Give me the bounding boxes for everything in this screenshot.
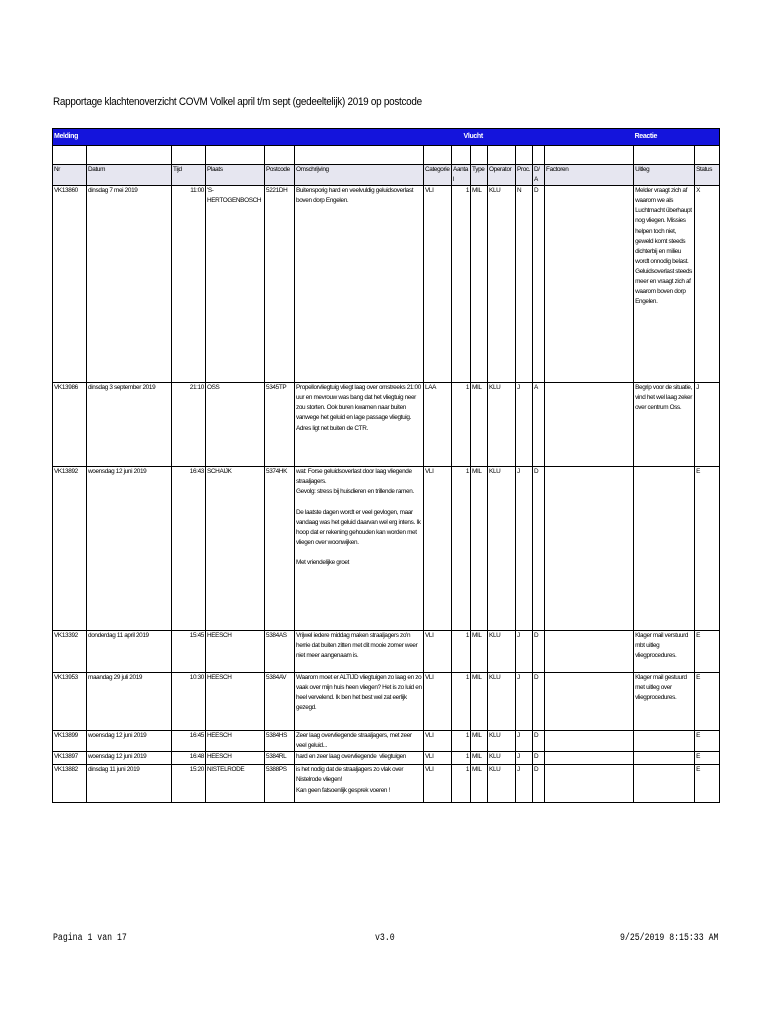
cell-factoren: [545, 186, 634, 383]
cell-operator: KLU: [488, 631, 516, 673]
cell-postcode: 5384HS: [265, 731, 295, 752]
cell-operator: KLU: [488, 186, 516, 383]
table-row: [53, 765, 720, 803]
cell-uitleg: Begrip voor de situatie, vind het wel laag zeker over centrum Oss.: [634, 383, 695, 467]
cell-type: MIL: [471, 731, 488, 752]
cell-categorie: VLI: [424, 467, 452, 631]
cell-tijd: 10:30: [172, 673, 206, 731]
cell-proc: N: [516, 186, 533, 383]
cell-status: X: [695, 186, 720, 383]
version-label: v3.0: [375, 933, 395, 944]
cell-nr: VK13986: [53, 383, 87, 467]
table-row: [53, 631, 720, 673]
cell-da: A: [533, 383, 545, 467]
cell-postcode: 5384RL: [265, 752, 295, 765]
cell-datum: woensdag 12 juni 2019: [87, 731, 172, 752]
cell-da: D: [533, 765, 545, 803]
cell-status: E: [695, 765, 720, 803]
cell-uitleg: Klager mail verstuurd mbt uitleg vliegprocedures.: [634, 631, 695, 673]
cell-plaats: 'S-HERTOGENBOSCH: [206, 186, 265, 383]
spacer-row: [53, 146, 720, 165]
cell-omschrijving: Waarom moet er ALTIJD vliegtuigen zo laag en zo vaak over mijn huis heen vliegen? Het is zo luid en heel vervelend. Ik ben het best wel zat eerlijk gezegd.: [295, 673, 424, 731]
cell-datum: dinsdag 7 mei 2019: [87, 186, 172, 383]
cell-plaats: HEESCH: [206, 673, 265, 731]
cell-operator: KLU: [488, 383, 516, 467]
cell-plaats: OSS: [206, 383, 265, 467]
cell-categorie: VLI: [424, 752, 452, 765]
cell-postcode: 5388PS: [265, 765, 295, 803]
column-header: Nr: [53, 165, 87, 186]
cell-status: E: [695, 467, 720, 631]
cell-tijd: 15:20: [172, 765, 206, 803]
cell-operator: KLU: [488, 673, 516, 731]
cell-omschrijving: Propellorvliegtuig vliegt laag over omstreeks 21:00 uur en mevrouw was bang dat het vliegtuig neer zou storten. Ook buren kwamen naar buiten vanwege het geluid en lage passage vliegtuig. Adres ligt net buiten de CTR.: [295, 383, 424, 467]
cell-nr: VK13953: [53, 673, 87, 731]
cell-categorie: VLI: [424, 186, 452, 383]
cell-tijd: 15:45: [172, 631, 206, 673]
cell-uitleg: [634, 467, 695, 631]
cell-status: E: [695, 752, 720, 765]
cell-da: D: [533, 467, 545, 631]
cell-factoren: [545, 765, 634, 803]
cell-omschrijving: hard en zeer laag overvliegende vliegtuigen: [295, 752, 424, 765]
cell-tijd: 21:10: [172, 383, 206, 467]
cell-proc: J: [516, 765, 533, 803]
cell-postcode: 5384AV: [265, 673, 295, 731]
cell-tijd: 16:48: [172, 752, 206, 765]
cell-proc: J: [516, 383, 533, 467]
cell-datum: dinsdag 11 juni 2019: [87, 765, 172, 803]
column-header: Plaats: [206, 165, 265, 186]
cell-proc: J: [516, 752, 533, 765]
cell-categorie: VLI: [424, 731, 452, 752]
group-vlucht: Vlucht: [452, 129, 634, 146]
cell-uitleg: Melder vraagt zich af waarom we als Luchtmacht überhaupt nog vliegen. Missies helpen toch niet, geweld komt steeds dichterbij en milieu wordt onnodig belast. Geluidsoverlast steeds meer en vraagt zich af waarom boven dorp Engelen.: [634, 186, 695, 383]
column-header: Categorie: [424, 165, 452, 186]
cell-plaats: HEESCH: [206, 752, 265, 765]
cell-operator: KLU: [488, 467, 516, 631]
cell-da: D: [533, 752, 545, 765]
cell-type: MIL: [471, 186, 488, 383]
cell-datum: dinsdag 3 september 2019: [87, 383, 172, 467]
cell-uitleg: Klager mail gestuurd met uitleg over vliegprocedures.: [634, 673, 695, 731]
column-header: Operator: [488, 165, 516, 186]
cell-da: D: [533, 731, 545, 752]
cell-categorie: VLI: [424, 631, 452, 673]
cell-proc: J: [516, 673, 533, 731]
cell-da: D: [533, 186, 545, 383]
cell-aantal: 1: [452, 752, 471, 765]
cell-proc: J: [516, 467, 533, 631]
cell-plaats: SCHAIJK: [206, 467, 265, 631]
cell-nr: VK13897: [53, 752, 87, 765]
cell-aantal: 1: [452, 673, 471, 731]
cell-factoren: [545, 673, 634, 731]
cell-datum: donderdag 11 april 2019: [87, 631, 172, 673]
cell-proc: J: [516, 631, 533, 673]
cell-postcode: 5384AS: [265, 631, 295, 673]
table-row: [53, 186, 720, 383]
cell-status: E: [695, 631, 720, 673]
complaints-table: [52, 128, 720, 803]
cell-categorie: VLI: [424, 673, 452, 731]
cell-operator: KLU: [488, 731, 516, 752]
cell-type: MIL: [471, 383, 488, 467]
page-number: Pagina 1 van 17: [53, 933, 127, 944]
cell-status: E: [695, 731, 720, 752]
cell-type: MIL: [471, 765, 488, 803]
table-row: [53, 673, 720, 731]
group-melding: Melding: [53, 129, 452, 146]
column-header: Proc.: [516, 165, 533, 186]
cell-nr: VK13899: [53, 731, 87, 752]
cell-plaats: HEESCH: [206, 631, 265, 673]
cell-tijd: 16:45: [172, 731, 206, 752]
cell-factoren: [545, 752, 634, 765]
cell-status: J: [695, 383, 720, 467]
cell-omschrijving: Buitensporig hard en veelvuldig geluidsoverlast boven dorp Engelen.: [295, 186, 424, 383]
cell-nr: VK13860: [53, 186, 87, 383]
cell-nr: VK13892: [53, 467, 87, 631]
cell-factoren: [545, 383, 634, 467]
table-row: [53, 752, 720, 765]
column-header: Postcode: [265, 165, 295, 186]
cell-da: D: [533, 631, 545, 673]
cell-nr: VK13882: [53, 765, 87, 803]
table-row: [53, 383, 720, 467]
cell-type: MIL: [471, 752, 488, 765]
cell-uitleg: [634, 765, 695, 803]
cell-status: E: [695, 673, 720, 731]
column-header: Datum: [87, 165, 172, 186]
cell-uitleg: [634, 731, 695, 752]
column-header: Omschrijving: [295, 165, 424, 186]
cell-type: MIL: [471, 467, 488, 631]
column-header: Uitleg: [634, 165, 695, 186]
cell-type: MIL: [471, 631, 488, 673]
cell-aantal: 1: [452, 731, 471, 752]
cell-omschrijving: Zeer laag overvliegende straaljagers, met zeer veel geluid...: [295, 731, 424, 752]
cell-da: D: [533, 673, 545, 731]
cell-datum: woensdag 12 juni 2019: [87, 467, 172, 631]
cell-operator: KLU: [488, 765, 516, 803]
cell-aantal: 1: [452, 383, 471, 467]
cell-postcode: 5345TP: [265, 383, 295, 467]
cell-omschrijving: is het nodig dat de straaljagers zo vlak over Nistelrode vliegen! Kan geen fatsoenlijk gesprek voeren !: [295, 765, 424, 803]
cell-postcode: 5221DH: [265, 186, 295, 383]
report-title: Rapportage klachtenoverzicht COVM Volkel april t/m sept (gedeeltelijk) 2019 op postcode: [53, 96, 422, 108]
table-row: [53, 731, 720, 752]
column-header: Factoren: [545, 165, 634, 186]
cell-operator: KLU: [488, 752, 516, 765]
column-header: Aantal: [452, 165, 471, 186]
cell-nr: VK13392: [53, 631, 87, 673]
cell-categorie: VLI: [424, 765, 452, 803]
group-reactie: Reactie: [634, 129, 720, 146]
cell-plaats: NISTELRODE: [206, 765, 265, 803]
column-header: Status: [695, 165, 720, 186]
cell-datum: maandag 29 juli 2019: [87, 673, 172, 731]
table-row: [53, 467, 720, 631]
cell-postcode: 5374HK: [265, 467, 295, 631]
cell-proc: J: [516, 731, 533, 752]
cell-type: MIL: [471, 673, 488, 731]
cell-tijd: 16:43: [172, 467, 206, 631]
cell-factoren: [545, 731, 634, 752]
cell-factoren: [545, 631, 634, 673]
column-header: Type: [471, 165, 488, 186]
cell-aantal: 1: [452, 765, 471, 803]
group-header-row: [53, 129, 720, 146]
cell-uitleg: [634, 752, 695, 765]
cell-aantal: 1: [452, 186, 471, 383]
cell-factoren: [545, 467, 634, 631]
cell-categorie: LAA: [424, 383, 452, 467]
cell-aantal: 1: [452, 467, 471, 631]
cell-aantal: 1: [452, 631, 471, 673]
cell-tijd: 11:00: [172, 186, 206, 383]
cell-datum: woensdag 12 juni 2019: [87, 752, 172, 765]
print-timestamp: 9/25/2019 8:15:33 AM: [620, 933, 719, 944]
column-header-row: [53, 165, 720, 186]
cell-omschrijving: wat: Forse geluidsoverlast door laag vliegende straaljagers. Gevolg: stress bij huisdieren en trillende ramen. De laatste dagen wordt er veel gevlogen, maar vandaag was het geluid daarvan wel erg intens. Ik hoop dat er rekening gehouden kan worden met vliegen over woonwijken. Met vriendelijke groet: [295, 467, 424, 631]
cell-omschrijving: Vrijwel iedere middag maken straaljagers zo'n herrie dat buiten zitten met dit mooie zomer weer niet meer aangenaam is.: [295, 631, 424, 673]
column-header: D/A: [533, 165, 545, 186]
cell-plaats: HEESCH: [206, 731, 265, 752]
column-header: Tijd: [172, 165, 206, 186]
